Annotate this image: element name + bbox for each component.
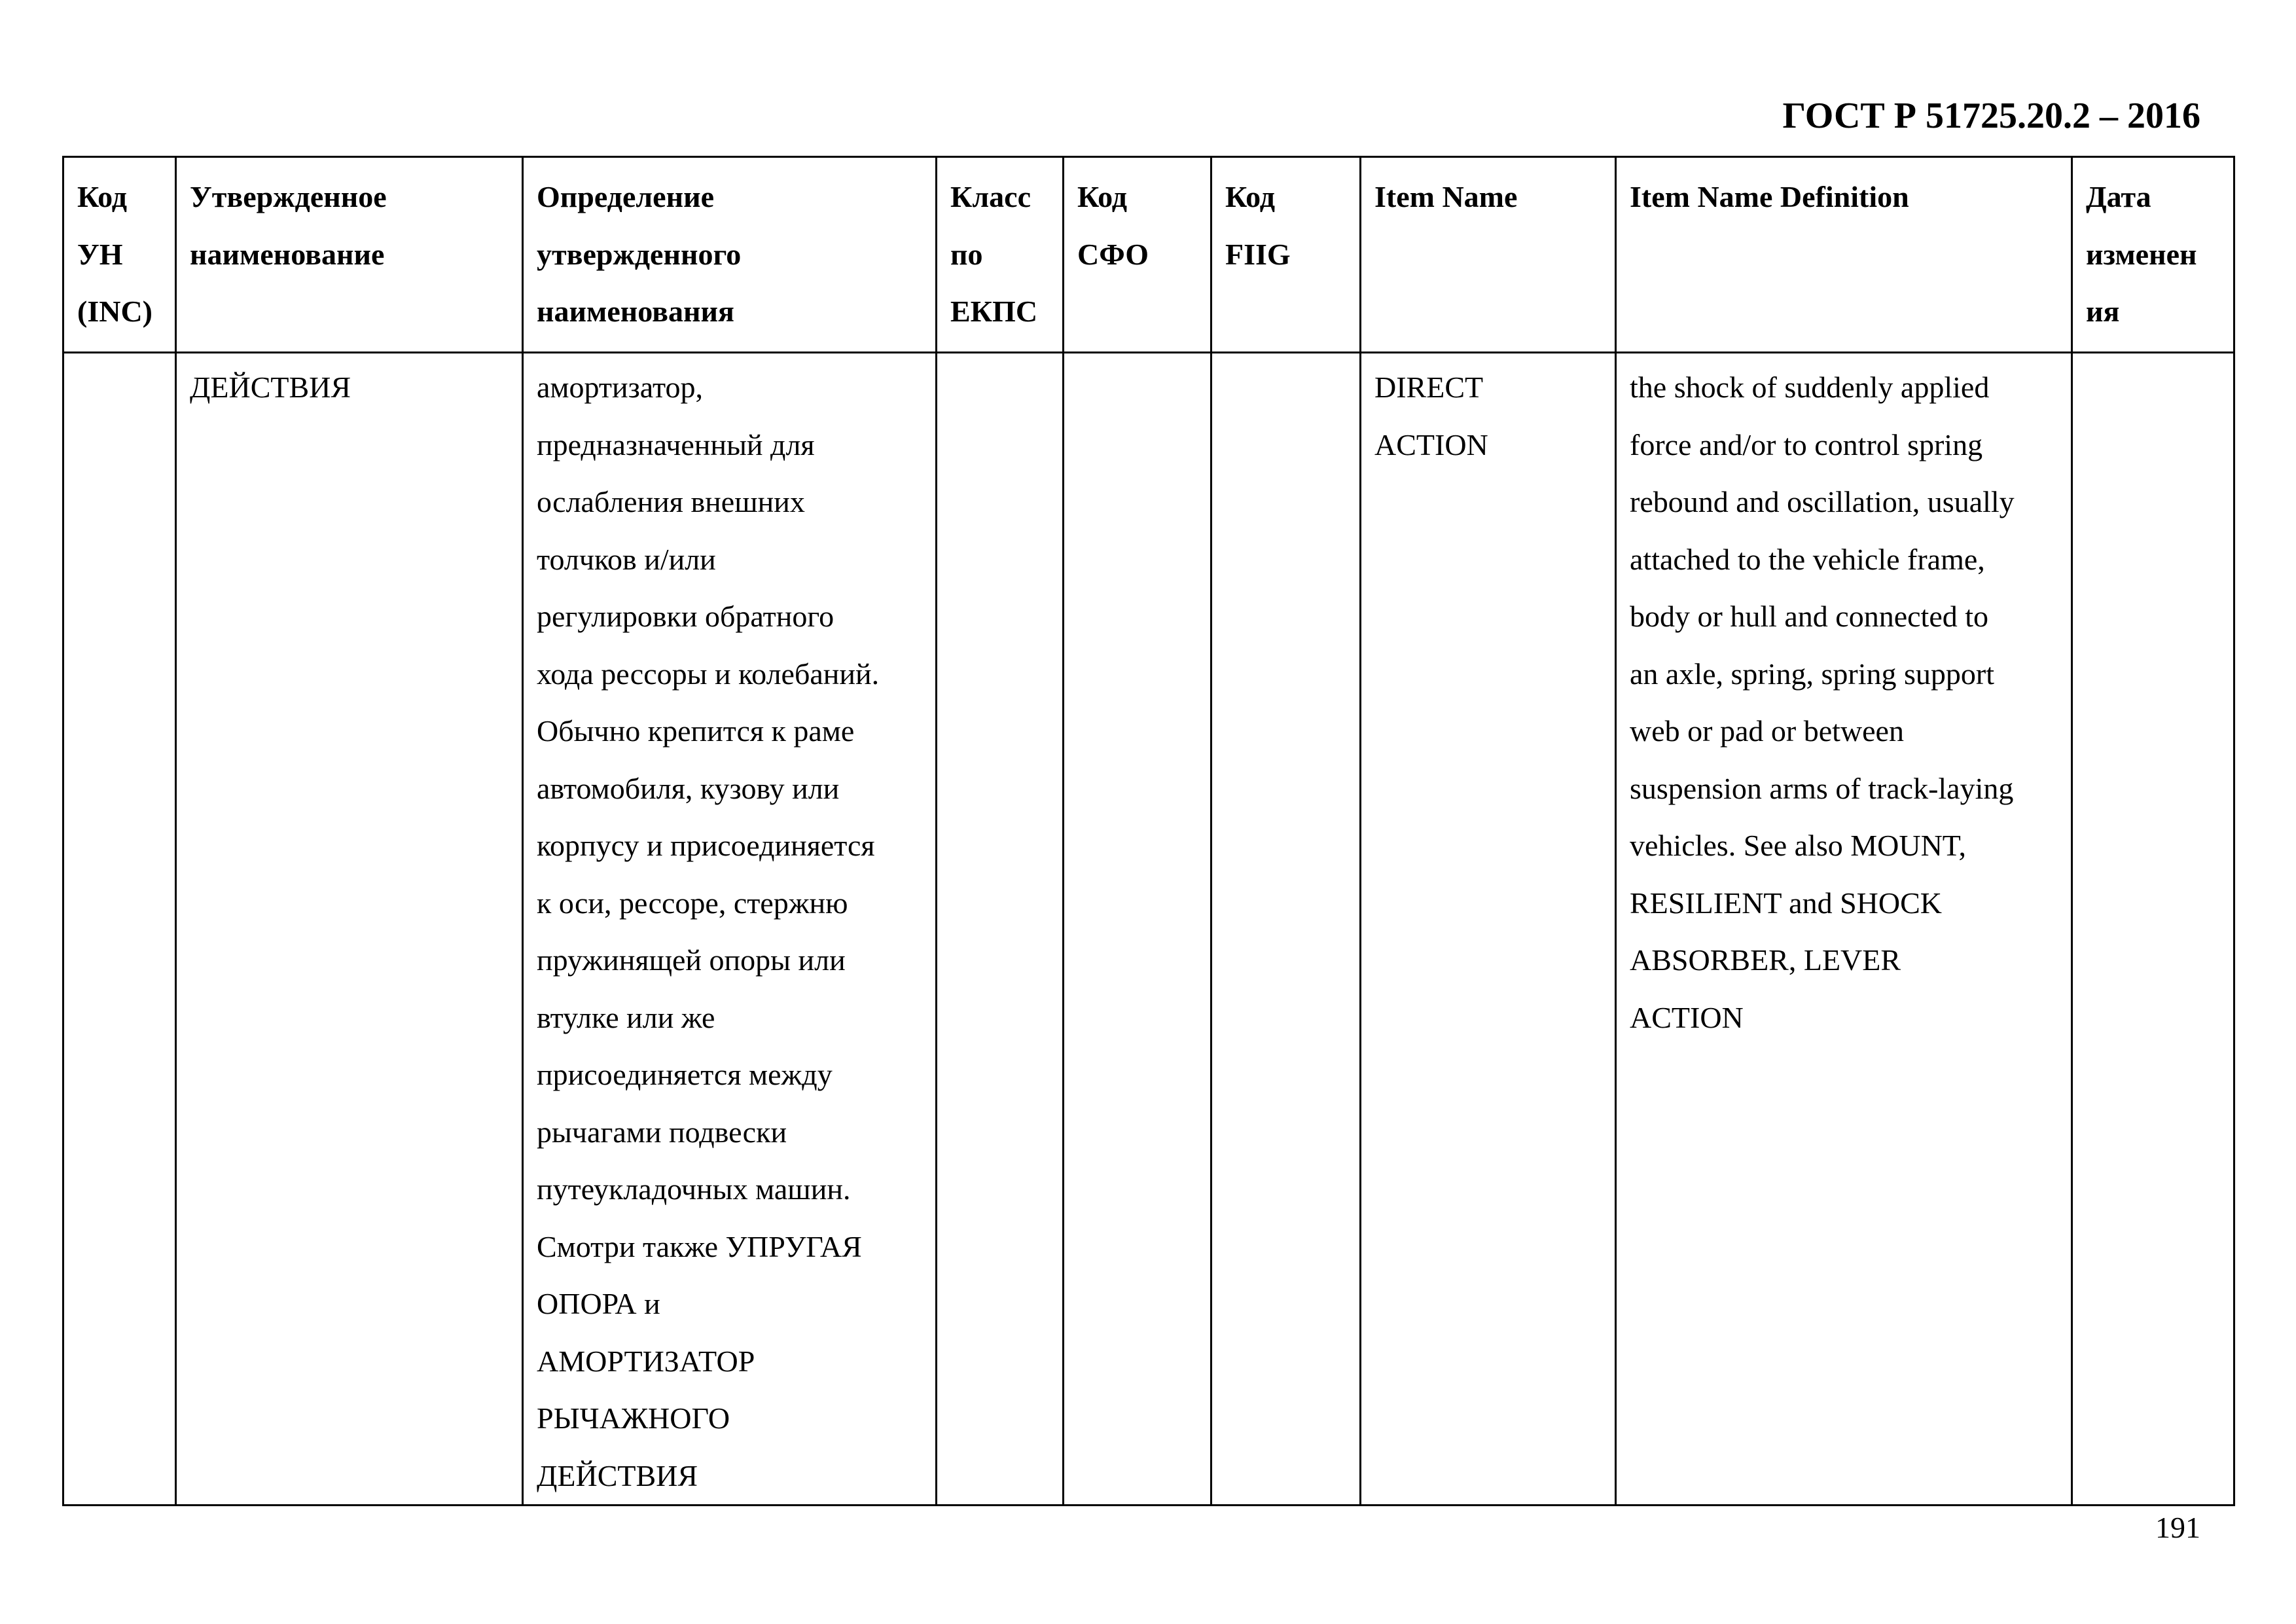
column-header-inc: Код УН (INC) bbox=[63, 157, 176, 353]
cell-change-date bbox=[2072, 353, 2234, 1506]
cell-ekps-class bbox=[937, 353, 1064, 1506]
column-header-ekps-class: Класс по ЕКПС bbox=[937, 157, 1064, 353]
cell-item-name-definition: the shock of suddenly applied force and/or to control spring rebound and oscillation, usually attached to the vehicle frame, body or hull and connected to an axle, spring, spring support web or pad or between suspension arms of track-laying vehicles. See also MOUNT, RESILIENT and SHOCK ABSORBER, LEVER ACTION bbox=[1616, 353, 2072, 1506]
table-row bbox=[63, 353, 2234, 1506]
classification-table bbox=[62, 156, 2235, 1506]
cell-inc bbox=[63, 353, 176, 1506]
cell-definition: амортизатор, предназначенный для ослабления внешних толчков и/или регулировки обратного хода рессоры и колебаний. Обычно крепится к раме автомобиля, кузову или корпусу и присоединяется к оси, рессоре, стержню пружинящей опоры или втулке или же присоединяется между рычагами подвески путеукладочных машин. Смотри также УПРУГАЯ ОПОРА и АМОРТИЗАТОР РЫЧАЖНОГО ДЕЙСТВИЯ bbox=[523, 353, 937, 1506]
page-number: 191 bbox=[2155, 1511, 2200, 1544]
table-header-row bbox=[63, 157, 2234, 353]
column-header-item-name: Item Name bbox=[1361, 157, 1616, 353]
cell-approved-name: ДЕЙСТВИЯ bbox=[176, 353, 523, 1506]
column-header-approved-name: Утвержденное наименование bbox=[176, 157, 523, 353]
cell-sfo-code bbox=[1064, 353, 1211, 1506]
column-header-item-name-definition: Item Name Definition bbox=[1616, 157, 2072, 353]
column-header-definition: Определение утвержденного наименования bbox=[523, 157, 937, 353]
column-header-sfo-code: Код СФО bbox=[1064, 157, 1211, 353]
document-title: ГОСТ Р 51725.20.2 – 2016 bbox=[1782, 96, 2200, 136]
column-header-fiig-code: Код FIIG bbox=[1211, 157, 1361, 353]
cell-fiig-code bbox=[1211, 353, 1361, 1506]
cell-item-name: DIRECT ACTION bbox=[1361, 353, 1616, 1506]
column-header-change-date: Дата изменен ия bbox=[2072, 157, 2234, 353]
